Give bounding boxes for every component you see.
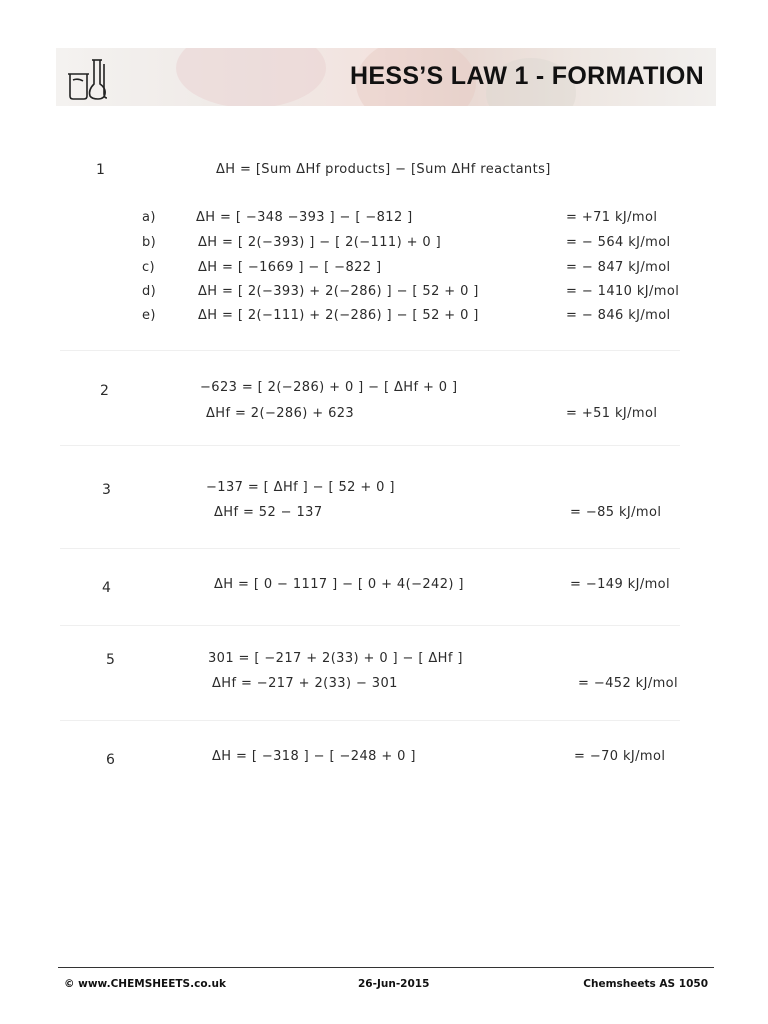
q1-part-answer: = − 847 kJ/mol [566, 260, 671, 275]
footer-date: 26-Jun-2015 [358, 978, 430, 990]
scan-line [60, 350, 680, 351]
q1-part-label: a) [142, 210, 156, 225]
question-number: 6 [106, 752, 116, 768]
question-number: 4 [102, 580, 112, 596]
q1-part-working: ΔH = [ −1669 ] − [ −822 ] [198, 260, 382, 275]
q1-part-answer: = − 846 kJ/mol [566, 308, 671, 323]
header-banner [56, 48, 716, 106]
q1-part-working: ΔH = [ 2(−393) ] − [ 2(−111) + 0 ] [198, 235, 442, 250]
q1-part-label: c) [142, 260, 156, 275]
scan-line [60, 548, 680, 549]
question-number: 5 [106, 652, 116, 668]
q5-rearranged: ΔHf = −217 + 2(33) − 301 [212, 676, 398, 691]
q2-answer: = +51 kJ/mol [566, 406, 658, 421]
question-number: 3 [102, 482, 112, 498]
q1-part-working: ΔH = [ 2(−393) + 2(−286) ] − [ 52 + 0 ] [198, 284, 479, 299]
q1-general-formula: ΔH = [Sum ΔHf products] − [Sum ΔHf reactants] [216, 162, 551, 177]
page-title: HESS’S LAW 1 - FORMATION [350, 62, 704, 90]
footer-website: © www.CHEMSHEETS.co.uk [64, 978, 226, 990]
banner-decoration [176, 48, 326, 106]
q1-part-label: d) [142, 284, 157, 299]
q1-part-working: ΔH = [ −348 −393 ] − [ −812 ] [196, 210, 413, 225]
q1-part-answer: = − 1410 kJ/mol [566, 284, 680, 299]
scan-line [60, 445, 680, 446]
q3-answer: = −85 kJ/mol [570, 505, 662, 520]
q3-equation: −137 = [ ΔHf ] − [ 52 + 0 ] [206, 480, 395, 495]
q1-part-working: ΔH = [ 2(−111) + 2(−286) ] − [ 52 + 0 ] [198, 308, 479, 323]
scan-line [60, 720, 680, 721]
q1-part-label: b) [142, 235, 157, 250]
question-number: 2 [100, 383, 110, 399]
q2-equation: −623 = [ 2(−286) + 0 ] − [ ΔHf + 0 ] [200, 380, 458, 395]
scan-line [60, 625, 680, 626]
q6-equation: ΔH = [ −318 ] − [ −248 + 0 ] [212, 749, 416, 764]
q2-rearranged: ΔHf = 2(−286) + 623 [206, 406, 355, 421]
q1-part-label: e) [142, 308, 156, 323]
question-number: 1 [96, 162, 106, 178]
q1-part-answer: = +71 kJ/mol [566, 210, 658, 225]
footer-divider [58, 967, 714, 968]
q6-answer: = −70 kJ/mol [574, 749, 666, 764]
q4-equation: ΔH = [ 0 − 1117 ] − [ 0 + 4(−242) ] [214, 577, 464, 592]
footer-sheet-code: Chemsheets AS 1050 [583, 978, 708, 990]
q5-answer: = −452 kJ/mol [578, 676, 679, 691]
lab-glassware-icon [64, 54, 112, 102]
q5-equation: 301 = [ −217 + 2(33) + 0 ] − [ ΔHf ] [208, 651, 463, 666]
q3-rearranged: ΔHf = 52 − 137 [214, 505, 323, 520]
q4-answer: = −149 kJ/mol [570, 577, 671, 592]
q1-part-answer: = − 564 kJ/mol [566, 235, 671, 250]
